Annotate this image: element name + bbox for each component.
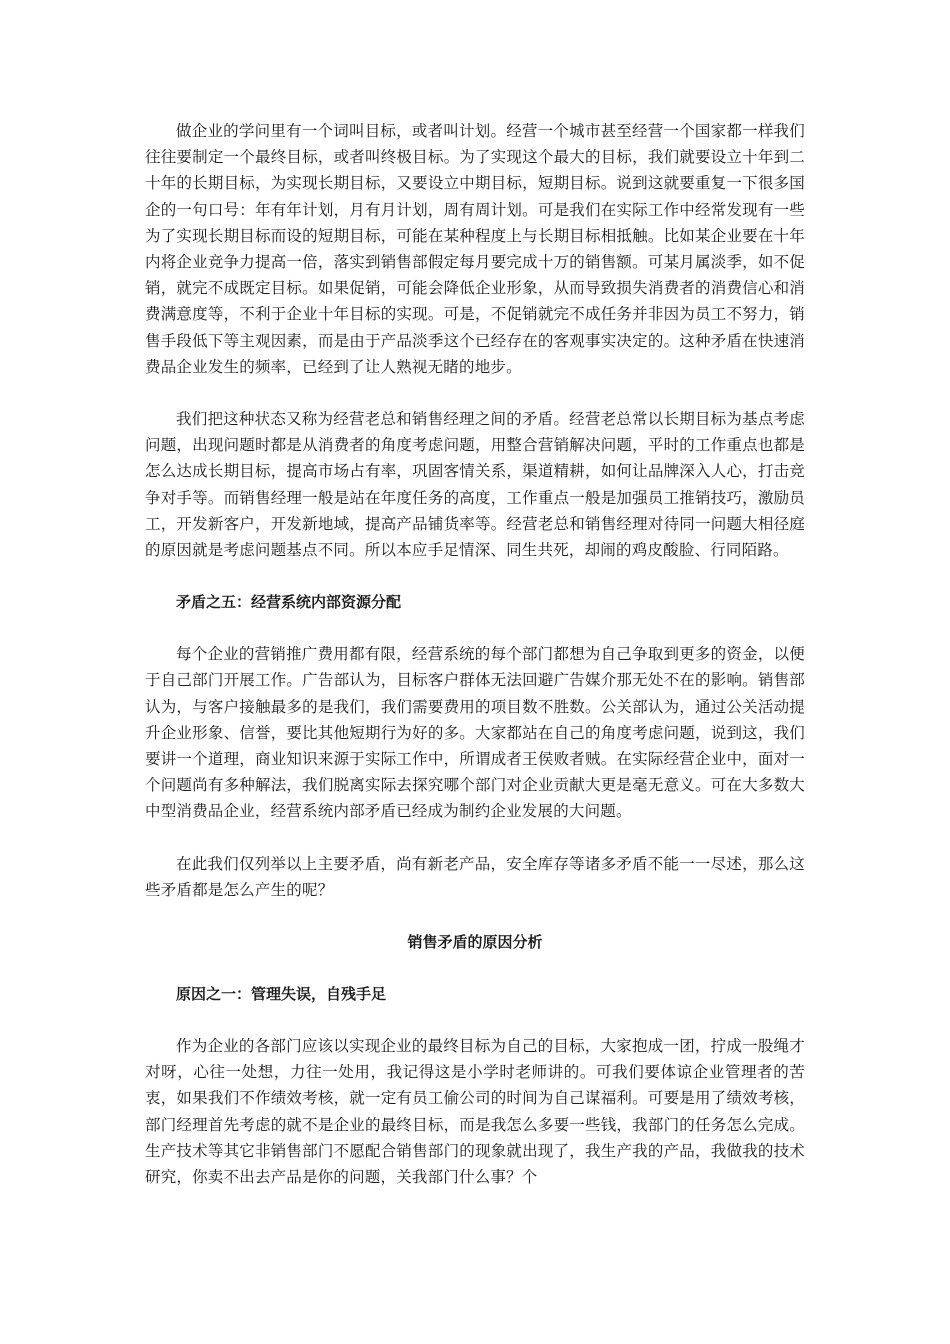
paragraph-gap (145, 903, 805, 929)
heading-reason-one: 原因之一：管理失误，自残手足 (176, 985, 387, 1004)
document-page (145, 118, 805, 1190)
paragraph-summary: 在此我们仅列举以上主要矛盾，尚有新老产品，安全库存等诸多矛盾不能一一尽述，那么这些矛盾都是怎么产生的呢？ (145, 854, 805, 899)
paragraph-gap (145, 1007, 805, 1033)
paragraph-gap (145, 955, 805, 981)
section-title: 销售矛盾的原因分析 (407, 933, 543, 952)
heading-conflict-five: 矛盾之五：经营系统内部资源分配 (176, 593, 402, 612)
paragraph-gap (145, 615, 805, 641)
paragraph-targets: 做企业的学问里有一个词叫目标，或者叫计划。经营一个城市甚至经营一个国家都一样我们往往要制定一个最终目标，或者叫终极目标。为了实现这个最大的目标，我们就要设立十年到二十年的长期目标，为实现长期目标，又要设立中期目标，短期目标。说到这就要重复一下很多国企的一句口号：年有年计划，月有月计划，周有周计划。可是我们在实际工作中经常发现有一些为了实现长期目标而设的短期目标，可能在某种程度上与长期目标相抵触。比如某企业要在十年内将企业竞争力提高一倍，落实到销售部假定每月要完成十万的销售额。可某月属淡季，如不促销，就完不成既定目标。如果促销，可能会降低企业形象，从而导致损失消费者的消费信心和消费满意度等，不利于企业十年目标的实现。可是，不促销就完不成任务并非因为员工不努力，销售手段低下等主观因素，而是由于产品淡季这个已经存在的客观事实决定的。这种矛盾在快速消费品企业发生的频率，已经到了让人熟视无睹的地步。 (145, 122, 805, 376)
paragraph-gap (145, 563, 805, 589)
paragraph-resource-allocation: 每个企业的营销推广费用都有限，经营系统的每个部门都想为自己争取到更多的资金，以便于自己部门开展工作。广告部认为，目标客户群体无法回避广告媒介那无处不在的影响。销售部认为，与客户接触最多的是我们，我们需要费用的项目数不胜数。公关部认为，通过公关活动提升企业形象、信誉，要比其他短期行为好的多。大家都站在自己的角度考虑问题，说到这，我们要讲一个道理，商业知识来源于实际工作中，所谓成者王侯败者贼。在实际经营企业中，面对一个问题尚有多种解法，我们脱离实际去探究哪个部门对企业贡献大更是毫无意义。可在大多数大中型消费品企业，经营系统内部矛盾已经成为制约企业发展的大问题。 (145, 645, 805, 821)
paragraph-gap (145, 380, 805, 406)
paragraph-management-error: 作为企业的各部门应该以实现企业的最终目标为自己的目标，大家抱成一团，拧成一股绳才对呀，心往一处想，力往一处用，我记得这是小学时老师讲的。可我们要体谅企业管理者的苦衷，如果我们不作绩效考核，就一定有员工偷公司的时间为自己谋福利。可要是用了绩效考核，部门经理首先考虑的就不是企业的最终目标，而是我怎么多要一些钱，我部门的任务怎么完成。生产技术等其它非销售部门不愿配合销售部门的现象就出现了，我生产我的产品，我做我的技术研究，你卖不出去产品是你的问题，关我部门什么事？个 (145, 1037, 805, 1187)
paragraph-manager-conflict: 我们把这种状态又称为经营老总和销售经理之间的矛盾。经营老总常以长期目标为基点考虑问题，出现问题时都是从消费者的角度考虑问题，用整合营销解决问题，平时的工作重点也都是怎么达成长期目标，提高市场占有率，巩固客情关系，渠道精耕，如何让品牌深入人心，打击竞争对手等。而销售经理一般是站在年度任务的高度，工作重点一般是加强员工推销技巧，激励员工，开发新客户，开发新地域，提高产品铺货率等。经营老总和销售经理对待同一问题大相径庭的原因就是考虑问题基点不同。所以本应手足情深、同生共死，却闹的鸡皮酸脸、行同陌路。 (145, 410, 805, 560)
paragraph-gap (145, 825, 805, 851)
